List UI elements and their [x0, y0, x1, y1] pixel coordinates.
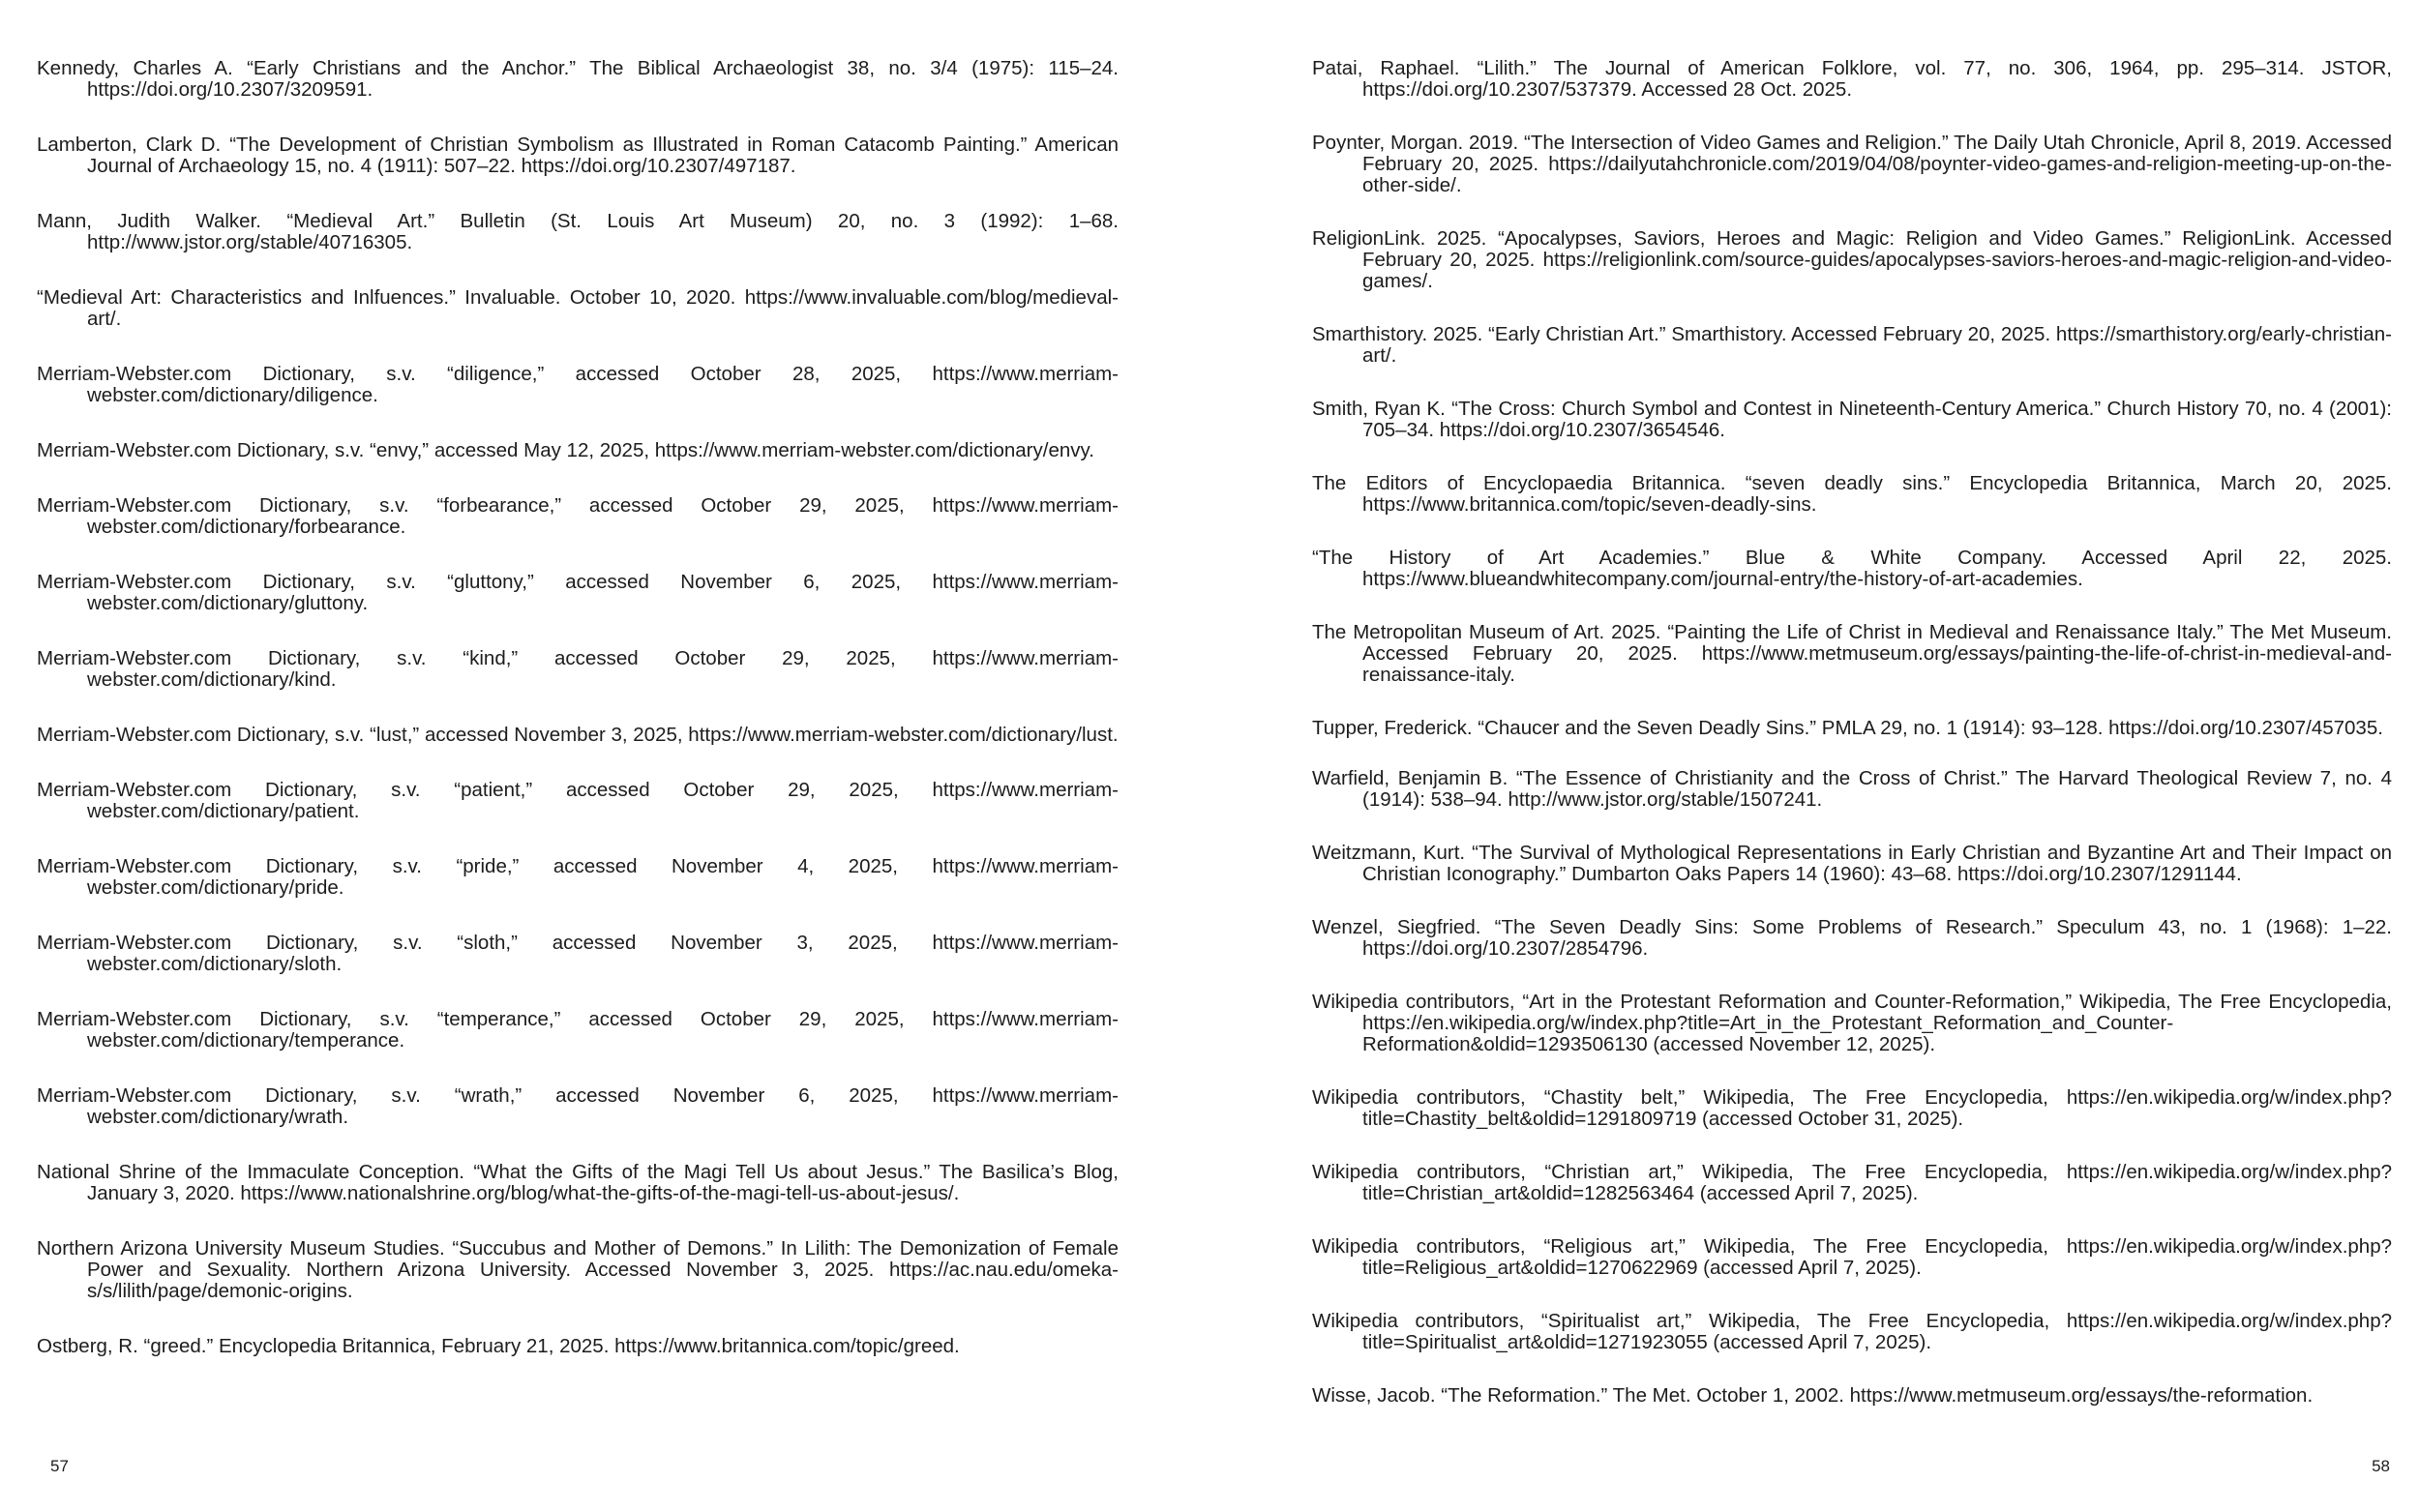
bibliography-entry: Kennedy, Charles A. “Early Christians and the Anchor.” The Biblical Archaeologist 38, no. 3/4 (1975): 115–24. https://doi.org/10.2307/3209591.: [37, 57, 1119, 101]
bibliography-entry: “The History of Art Academies.” Blue & White Company. Accessed April 22, 2025. https://www.blueandwhitecompany.com/journal-entry/the-history-of-art-academies.: [1312, 547, 2392, 590]
bibliography-entry: Smith, Ryan K. “The Cross: Church Symbol and Contest in Nineteenth-Century America.” Church History 70, no. 4 (2001): 705–34. https://doi.org/10.2307/3654546.: [1312, 398, 2392, 441]
right-page: [1210, 0, 2419, 1512]
bibliography-entry: Merriam-Webster.com Dictionary, s.v. “envy,” accessed May 12, 2025, https://www.merriam-webster.com/dictionary/envy.: [37, 439, 1094, 461]
bibliography-entry: Wikipedia contributors, “Art in the Protestant Reformation and Counter-Reformation,” Wikipedia, The Free Encyclopedia, https://en.wikipedia.org/w/index.php?title=Art_in_the_Protestant_Reformation_and_Counter-Reformation&oldid=1293506130 (accessed November 12, 2025).: [1312, 991, 2392, 1055]
bibliography-entry: Merriam-Webster.com Dictionary, s.v. “sloth,” accessed November 3, 2025, https://www.merriam-webster.com/dictionary/sloth.: [37, 932, 1119, 975]
bibliography-entry: Merriam-Webster.com Dictionary, s.v. “lust,” accessed November 3, 2025, https://www.merriam-webster.com/dictionary/lust.: [37, 724, 1119, 746]
bibliography-entry: The Metropolitan Museum of Art. 2025. “Painting the Life of Christ in Medieval and Renaissance Italy.” The Met Museum. Accessed February 20, 2025. https://www.metmuseum.org/essays/painting-the-life-of-christ-in-medieval-and-renaissance-italy.: [1312, 621, 2392, 686]
bibliography-entry: Wenzel, Siegfried. “The Seven Deadly Sins: Some Problems of Research.” Speculum 43, no. 1 (1968): 1–22. https://doi.org/10.2307/2854796.: [1312, 916, 2392, 960]
bibliography-entry: Lamberton, Clark D. “The Development of Christian Symbolism as Illustrated in Roman Catacomb Painting.” American Journal of Archaeology 15, no. 4 (1911): 507–22. https://doi.org/10.2307/497187.: [37, 133, 1119, 177]
bibliography-entry: Merriam-Webster.com Dictionary, s.v. “wrath,” accessed November 6, 2025, https://www.merriam-webster.com/dictionary/wrath.: [37, 1084, 1119, 1128]
bibliography-entry: Tupper, Frederick. “Chaucer and the Seven Deadly Sins.” PMLA 29, no. 1 (1914): 93–128. https://doi.org/10.2307/457035.: [1312, 717, 2383, 739]
bibliography-entry: Ostberg, R. “greed.” Encyclopedia Britannica, February 21, 2025. https://www.britannica.com/topic/greed.: [37, 1335, 960, 1357]
page-number-right: 58: [2372, 1457, 2390, 1475]
bibliography-entry: Merriam-Webster.com Dictionary, s.v. “temperance,” accessed October 29, 2025, https://www.merriam-webster.com/dictionary/temperance.: [37, 1008, 1119, 1052]
bibliography-entry: Poynter, Morgan. 2019. “The Intersection of Video Games and Religion.” The Daily Utah Chronicle, April 8, 2019. Accessed February 20, 2025. https://dailyutahchronicle.com/2019/04/08/poynter-video-games-and-religion-meeting-up-on-the-other-side/.: [1312, 132, 2392, 196]
bibliography-entry: ReligionLink. 2025. “Apocalypses, Saviors, Heroes and Magic: Religion and Video Games.” ReligionLink. Accessed February 20, 2025. https://religionlink.com/source-guides/apocalypses-saviors-heroes-and-magic-religion-and-video-games/.: [1312, 227, 2392, 292]
bibliography-entry: Warfield, Benjamin B. “The Essence of Christianity and the Cross of Christ.” The Harvard Theological Review 7, no. 4 (1914): 538–94. http://www.jstor.org/stable/1507241.: [1312, 767, 2392, 811]
bibliography-entry: Patai, Raphael. “Lilith.” The Journal of American Folklore, vol. 77, no. 306, 1964, pp. 295–314. JSTOR, https://doi.org/10.2307/537379. Accessed 28 Oct. 2025.: [1312, 57, 2392, 101]
bibliography-entry: Merriam-Webster.com Dictionary, s.v. “gluttony,” accessed November 6, 2025, https://www.merriam-webster.com/dictionary/gluttony.: [37, 571, 1119, 614]
page-number-left: 57: [50, 1457, 69, 1475]
bibliography-entry: Merriam-Webster.com Dictionary, s.v. “forbearance,” accessed October 29, 2025, https://www.merriam-webster.com/dictionary/forbearance.: [37, 494, 1119, 538]
bibliography-entry: Wikipedia contributors, “Chastity belt,” Wikipedia, The Free Encyclopedia, https://en.wikipedia.org/w/index.php?title=Chastity_belt&oldid=1291809719 (accessed October 31, 2025).: [1312, 1086, 2392, 1130]
bibliography-entry: Merriam-Webster.com Dictionary, s.v. “diligence,” accessed October 28, 2025, https://www.merriam-webster.com/dictionary/diligence.: [37, 363, 1119, 406]
bibliography-column-right: [1312, 58, 2392, 1438]
bibliography-entry: Wisse, Jacob. “The Reformation.” The Met. October 1, 2002. https://www.metmuseum.org/essays/the-reformation.: [1312, 1384, 2314, 1407]
bibliography-entry: Merriam-Webster.com Dictionary, s.v. “kind,” accessed October 29, 2025, https://www.merriam-webster.com/dictionary/kind.: [37, 647, 1119, 691]
bibliography-entry: Merriam-Webster.com Dictionary, s.v. “pride,” accessed November 4, 2025, https://www.merriam-webster.com/dictionary/pride.: [37, 855, 1119, 899]
bibliography-entry: Wikipedia contributors, “Spiritualist art,” Wikipedia, The Free Encyclopedia, https://en.wikipedia.org/w/index.php?title=Spiritualist_art&oldid=1271923055 (accessed April 7, 2025).: [1312, 1310, 2392, 1353]
bibliography-entry: Mann, Judith Walker. “Medieval Art.” Bulletin (St. Louis Art Museum) 20, no. 3 (1992): 1–68. http://www.jstor.org/stable/40716305.: [37, 210, 1119, 253]
bibliography-entry: National Shrine of the Immaculate Conception. “What the Gifts of the Magi Tell Us about Jesus.” The Basilica’s Blog, January 3, 2020. https://www.nationalshrine.org/blog/what-the-gifts-of-the-magi-tell-us-about-jesus/.: [37, 1161, 1119, 1204]
bibliography-entry: Weitzmann, Kurt. “The Survival of Mythological Representations in Early Christian and Byzantine Art and Their Impact on Christian Iconography.” Dumbarton Oaks Papers 14 (1960): 43–68. https://doi.org/10.2307/1291144.: [1312, 842, 2392, 885]
bibliography-entry: “Medieval Art: Characteristics and Inlfuences.” Invaluable. October 10, 2020. https://www.invaluable.com/blog/medieval-art/.: [37, 286, 1119, 330]
bibliography-entry: Northern Arizona University Museum Studies. “Succubus and Mother of Demons.” In Lilith: The Demonization of Female Power and Sexuality. Northern Arizona University. Accessed November 3, 2025. https://ac.nau.edu/omeka-s/s/lilith/page/demonic-origins.: [37, 1237, 1119, 1302]
bibliography-entry: Wikipedia contributors, “Religious art,” Wikipedia, The Free Encyclopedia, https://en.wikipedia.org/w/index.php?title=Religious_art&oldid=1270622969 (accessed April 7, 2025).: [1312, 1235, 2392, 1279]
bibliography-entry: Wikipedia contributors, “Christian art,” Wikipedia, The Free Encyclopedia, https://en.wikipedia.org/w/index.php?title=Christian_art&oldid=1282563464 (accessed April 7, 2025).: [1312, 1161, 2392, 1204]
bibliography-entry: The Editors of Encyclopaedia Britannica. “seven deadly sins.” Encyclopedia Britannica, March 20, 2025. https://www.britannica.com/topic/seven-deadly-sins.: [1312, 472, 2392, 516]
bibliography-entry: Smarthistory. 2025. “Early Christian Art.” Smarthistory. Accessed February 20, 2025. https://smarthistory.org/early-christian-art/.: [1312, 323, 2392, 367]
bibliography-column-left: [37, 58, 1119, 1391]
bibliography-entry: Merriam-Webster.com Dictionary, s.v. “patient,” accessed October 29, 2025, https://www.merriam-webster.com/dictionary/patient.: [37, 779, 1119, 822]
